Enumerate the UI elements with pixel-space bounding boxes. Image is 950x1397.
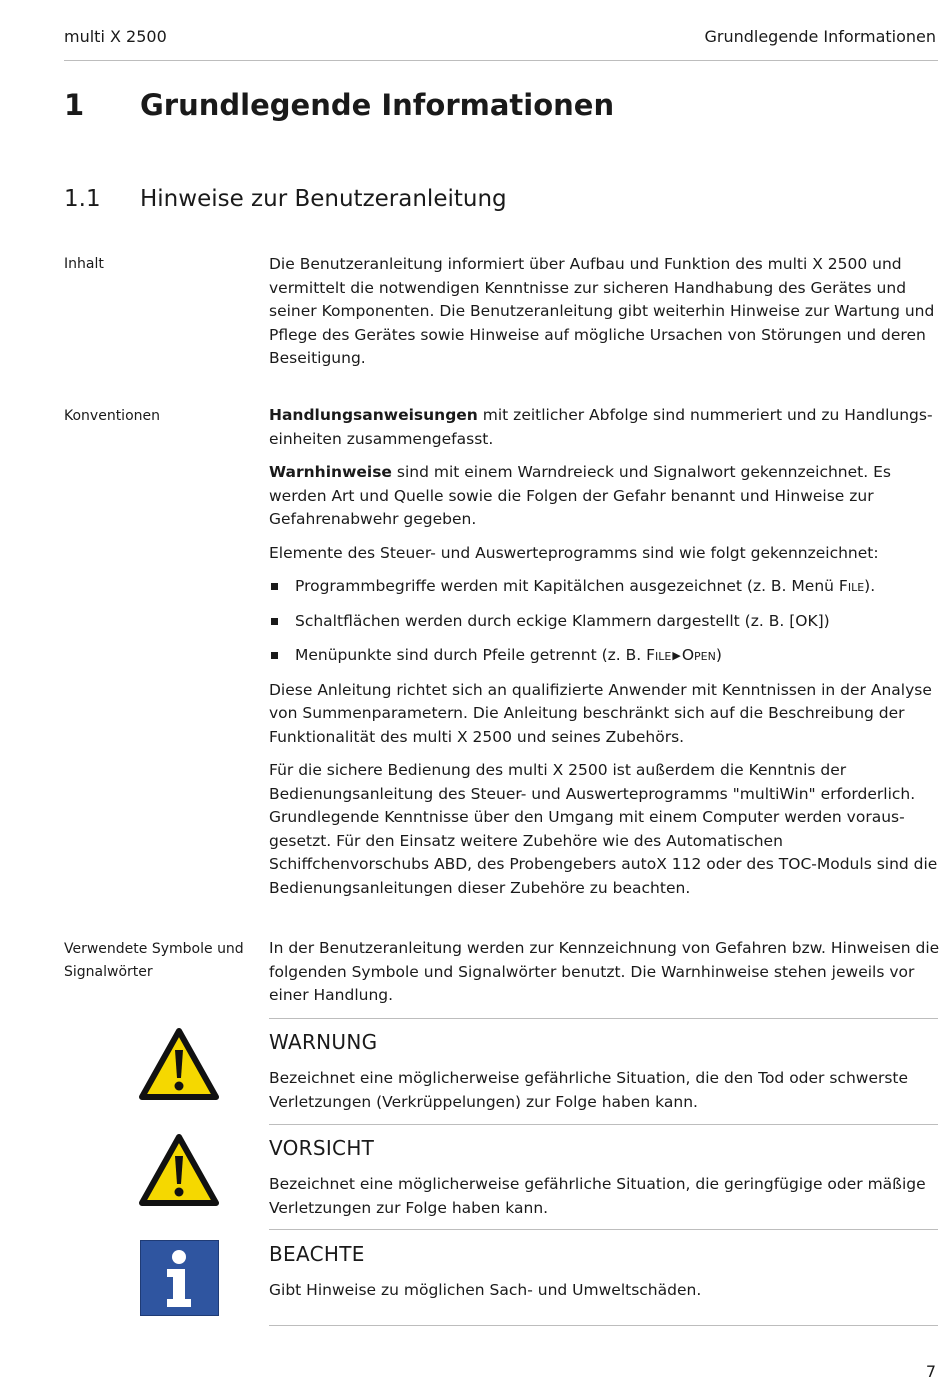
symbol-divider: [269, 1018, 938, 1019]
signal-word-warnung: WARNUNG: [269, 1030, 378, 1054]
menu-arrow-icon: ▶: [672, 649, 681, 662]
inhalt-block: [269, 253, 941, 381]
konventionen-paragraph-1: [269, 404, 941, 451]
symbol-divider: [269, 1325, 938, 1326]
warning-triangle-icon: [139, 1028, 219, 1100]
header-chapter-title: Grundlegende Informationen: [704, 27, 936, 46]
symbol-divider: [269, 1229, 938, 1230]
konventionen-bullet-list: [269, 575, 941, 668]
list-item: Schaltflächen werden durch eckige Klammern dargestellt (z. B. [OK]): [269, 610, 941, 634]
symbole-intro-block: [269, 937, 941, 1018]
konventionen-block: [269, 404, 941, 910]
konventionen-paragraph-2: [269, 461, 941, 532]
signal-word-vorsicht: VORSICHT: [269, 1136, 375, 1160]
section-title: Hinweise zur Benutzeranleitung: [140, 186, 507, 212]
symbol-divider: [269, 1124, 938, 1125]
list-item: Menüpunkte sind durch Pfeile getrennt (z. B. File▶Open): [269, 644, 941, 668]
konventionen-paragraph-2-text: sind mit einem Warndreieck und Signalwort gekennzeichnet. Es werden Art und Quelle sowie die Folgen der Gefahr benannt und Hinweise zur Gefahrenabwehr gegeben.: [269, 463, 891, 528]
konventionen-paragraph-5: Für die sichere Bedienung des multi X 2500 ist außerdem die Kenntnis der Bedienungsanleitung des Steuer- und Auswerteprogramms "multiWin" erforderlich. Grundlegende Kenntnisse über den Umgang mit einem Computer werden vorausgesetzt. Für den Einsatz weitere Zubehöre wie des Automatischen Schiffchenvorschubs ABD, des Probengebers autoX 112 oder des TOC-Moduls sind die Bedienungsanleitungen dieser Zubehöre zu beachten.: [269, 761, 938, 897]
section-number: 1.1: [64, 186, 101, 212]
bullet-square-icon: [271, 652, 278, 659]
program-term-file: File: [646, 646, 672, 664]
inhalt-label: Inhalt: [64, 256, 104, 272]
konventionen-paragraph-4: Diese Anleitung richtet sich an qualifizierte Anwender mit Kenntnissen in der Analyse von Summenparametern. Die Anleitung beschränkt sich auf die Beschreibung der Funktionalität des multi X 2500 und seines Zubehörs.: [269, 680, 932, 746]
symbole-label: Verwendete Symbole und Signalwörter: [64, 941, 244, 980]
konventionen-paragraph-3: Elemente des Steuer- und Auswerteprogramms sind wie folgt gekennzeichnet:: [269, 543, 879, 562]
chapter-title: Grundlegende Informationen: [140, 88, 615, 122]
list-item: Programmbegriffe werden mit Kapitälchen ausgezeichnet (z. B. Menü File).: [269, 575, 941, 599]
page-number: 7: [925, 1362, 936, 1381]
warning-triangle-icon: [139, 1134, 219, 1206]
chapter-number: 1: [64, 88, 85, 122]
bullet-square-icon: [271, 618, 278, 625]
inhalt-text: Die Benutzeranleitung informiert über Aufbau und Funktion des multi X 2500 und vermittelt die notwendigen Kenntnisse zur sicheren Handhabung des Gerätes und seiner Komponenten. Die Benutzeranleitung gibt weiterhin Hinweise zur Wartung und Pflege des Gerätes sowie Hinweise auf mögliche Ursachen von Störungen und deren Beseitigung.: [269, 255, 935, 367]
header-product-name: multi X 2500: [64, 27, 167, 46]
bullet-square-icon: [271, 583, 278, 590]
header-divider: [64, 60, 938, 61]
info-icon: [140, 1240, 219, 1316]
signal-word-beachte: BEACHTE: [269, 1242, 365, 1266]
signal-desc-warnung: Bezeichnet eine möglicherweise gefährliche Situation, die den Tod oder schwerste Verletzungen (Verkrüppelungen) zur Folge haben kann.: [269, 1069, 909, 1111]
signal-desc-vorsicht: Bezeichnet eine möglicherweise gefährliche Situation, die geringfügige oder mäßige Verletzungen zur Folge haben kann.: [269, 1175, 926, 1217]
konventionen-paragraph-1-text: mit zeitlicher Abfolge sind nummeriert und zu Handlungseinheiten zusammengefasst.: [269, 406, 933, 448]
signal-desc-beachte: Gibt Hinweise zu möglichen Sach- und Umweltschäden.: [269, 1281, 702, 1299]
info-i-glyph: [141, 1241, 218, 1315]
handlungsanweisungen-term: Handlungsanweisungen: [269, 406, 478, 424]
warnhinweise-term: Warnhinweise: [269, 463, 392, 481]
symbole-intro-text: In der Benutzeranleitung werden zur Kennzeichnung von Gefahren bzw. Hinweisen die folgenden Symbole und Signalwörter benutzt. Die Warnhinweise stehen jeweils vor einer Handlung.: [269, 939, 940, 1004]
konventionen-label: Konventionen: [64, 408, 160, 424]
program-term-open: Open: [681, 646, 716, 664]
program-term-file: File: [838, 577, 865, 595]
